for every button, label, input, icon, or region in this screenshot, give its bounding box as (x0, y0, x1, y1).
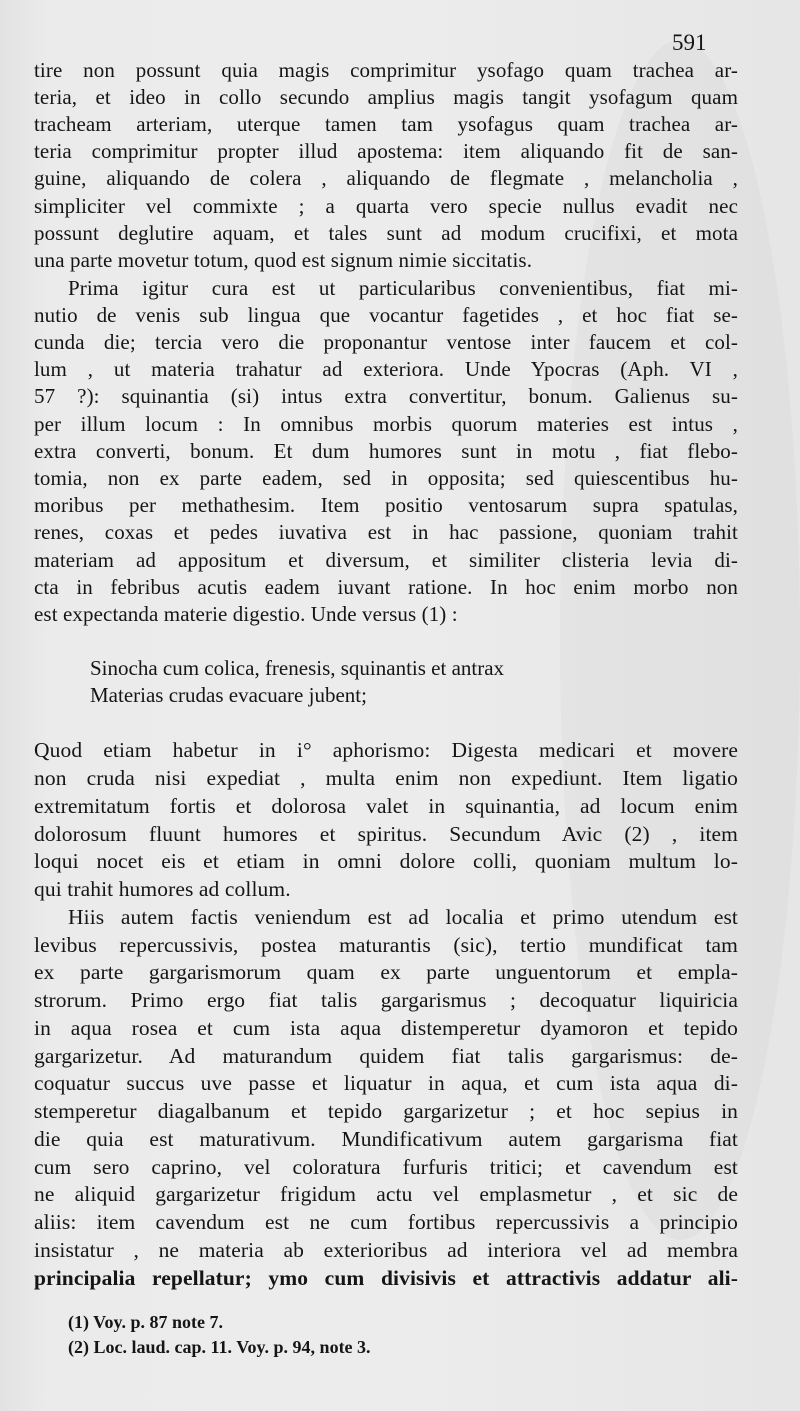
text-line: tracheam arteriam, uterque tamen tam ysofagus quam trachea ar- (34, 112, 738, 136)
text-line: die quia est maturativum. Mundificativum autem gargarisma fiat (34, 1127, 738, 1151)
footnote-2: (2) Loc. laud. cap. 11. Voy. p. 94, note 3. (68, 1337, 371, 1357)
verse-line: Materias crudas evacuare jubent; (90, 683, 367, 707)
text-line: Quod etiam habetur in i° aphorismo: Digesta medicari et movere (34, 738, 738, 762)
text-line: cunda die; tercia vero die proponantur ventose inter faucem et col- (34, 330, 738, 354)
text-line: extremitatum fortis et dolorosa valet in squinantia, ad locum enim (34, 794, 738, 818)
text-line: simpliciter vel commixte ; a quarta vero specie nullus evadit nec (34, 194, 738, 218)
text-line: insistatur , ne materia ab exterioribus ad interiora vel ad membra (34, 1238, 738, 1262)
text-line: levibus repercussivis, postea maturantis (sic), tertio mundificat tam (34, 933, 738, 957)
text-line: principalia repellatur; ymo cum divisivis et attractivis addatur ali- (34, 1266, 738, 1290)
text-line: tomia, non ex parte eadem, sed in opposita; sed quiescentibus hu- (34, 466, 738, 490)
text-line: ne aliquid gargarizetur frigidum actu vel emplasmetur , et sic de (34, 1182, 738, 1206)
text-line: lum , ut materia trahatur ad exteriora. Unde Ypocras (Aph. VI , (34, 357, 738, 381)
text-line: stemperetur diagalbanum et tepido gargarizetur ; et hoc sepius in (34, 1099, 738, 1123)
text-line: ex parte gargarismorum quam ex parte unguentorum et empla- (34, 960, 738, 984)
text-line: teria comprimitur propter illud apostema: item aliquando fit de san- (34, 139, 738, 163)
footnote-1: (1) Voy. p. 87 note 7. (68, 1312, 224, 1332)
text-line: strorum. Primo ergo fiat talis gargarismus ; decoquatur liquiricia (34, 988, 738, 1012)
text-line: dolorosum fluunt humores et spiritus. Secundum Avic (2) , item (34, 822, 738, 846)
text-line: loqui nocet eis et etiam in omni dolore colli, quoniam multum lo- (34, 849, 738, 873)
text-line: Hiis autem factis veniendum est ad localia et primo utendum est (68, 905, 738, 929)
text-line: possunt deglutire aquam, et tales sunt ad modum crucifixi, et mota (34, 221, 738, 245)
text-line: in aqua rosea et cum ista aqua distemperetur dyamoron et tepido (34, 1016, 738, 1040)
text-line: gargarizetur. Ad maturandum quidem fiat talis gargarismus: de- (34, 1044, 738, 1068)
text-line: aliis: item cavendum est ne cum fortibus repercussivis a principio (34, 1210, 738, 1234)
text-line: teria, et ideo in collo secundo amplius magis tangit ysofagum quam (34, 85, 738, 109)
text-line: 57 ?): squinantia (si) intus extra convertitur, bonum. Galienus su- (34, 384, 738, 408)
text-line: moribus per methathesim. Item positio ventosarum supra spatulas, (34, 493, 738, 517)
text-line: qui trahit humores ad collum. (34, 877, 291, 901)
text-line: una parte movetur totum, quod est signum nimie siccitatis. (34, 248, 533, 272)
text-line: guine, aliquando de colera , aliquando de flegmate , melancholia , (34, 166, 738, 190)
text-line: extra converti, bonum. Et dum humores sunt in motu , fiat flebo- (34, 439, 738, 463)
text-line: est expectanda materie digestio. Unde versus (1) : (34, 602, 458, 626)
text-line: Prima igitur cura est ut particularibus convenientibus, fiat mi- (68, 276, 738, 300)
text-line: coquatur succus uve passe et liquatur in aqua, et cum ista aqua di- (34, 1071, 738, 1095)
text-line: tire non possunt quia magis comprimitur ysofago quam trachea ar- (34, 58, 738, 82)
text-line: materiam ad appositum et diversum, et similiter clisteria levia di- (34, 548, 738, 572)
text-line: cta in febribus acutis eadem iuvant ratione. In hoc enim morbo non (34, 575, 738, 599)
text-line: per illum locum : In omnibus morbis quorum materies est intus , (34, 412, 738, 436)
text-line: cum sero caprino, vel coloratura furfuris tritici; et cavendum est (34, 1155, 738, 1179)
text-line: nutio de venis sub lingua que vocantur fagetides , et hoc fiat se- (34, 303, 738, 327)
text-line: non cruda nisi expediat , multa enim non expediunt. Item ligatio (34, 766, 738, 790)
verse-line: Sinocha cum colica, frenesis, squinantis et antrax (90, 656, 505, 680)
text-line: renes, coxas et pedes iuvativa est in hac passione, quoniam trahit (34, 520, 738, 544)
page-number: 591 (672, 30, 707, 55)
